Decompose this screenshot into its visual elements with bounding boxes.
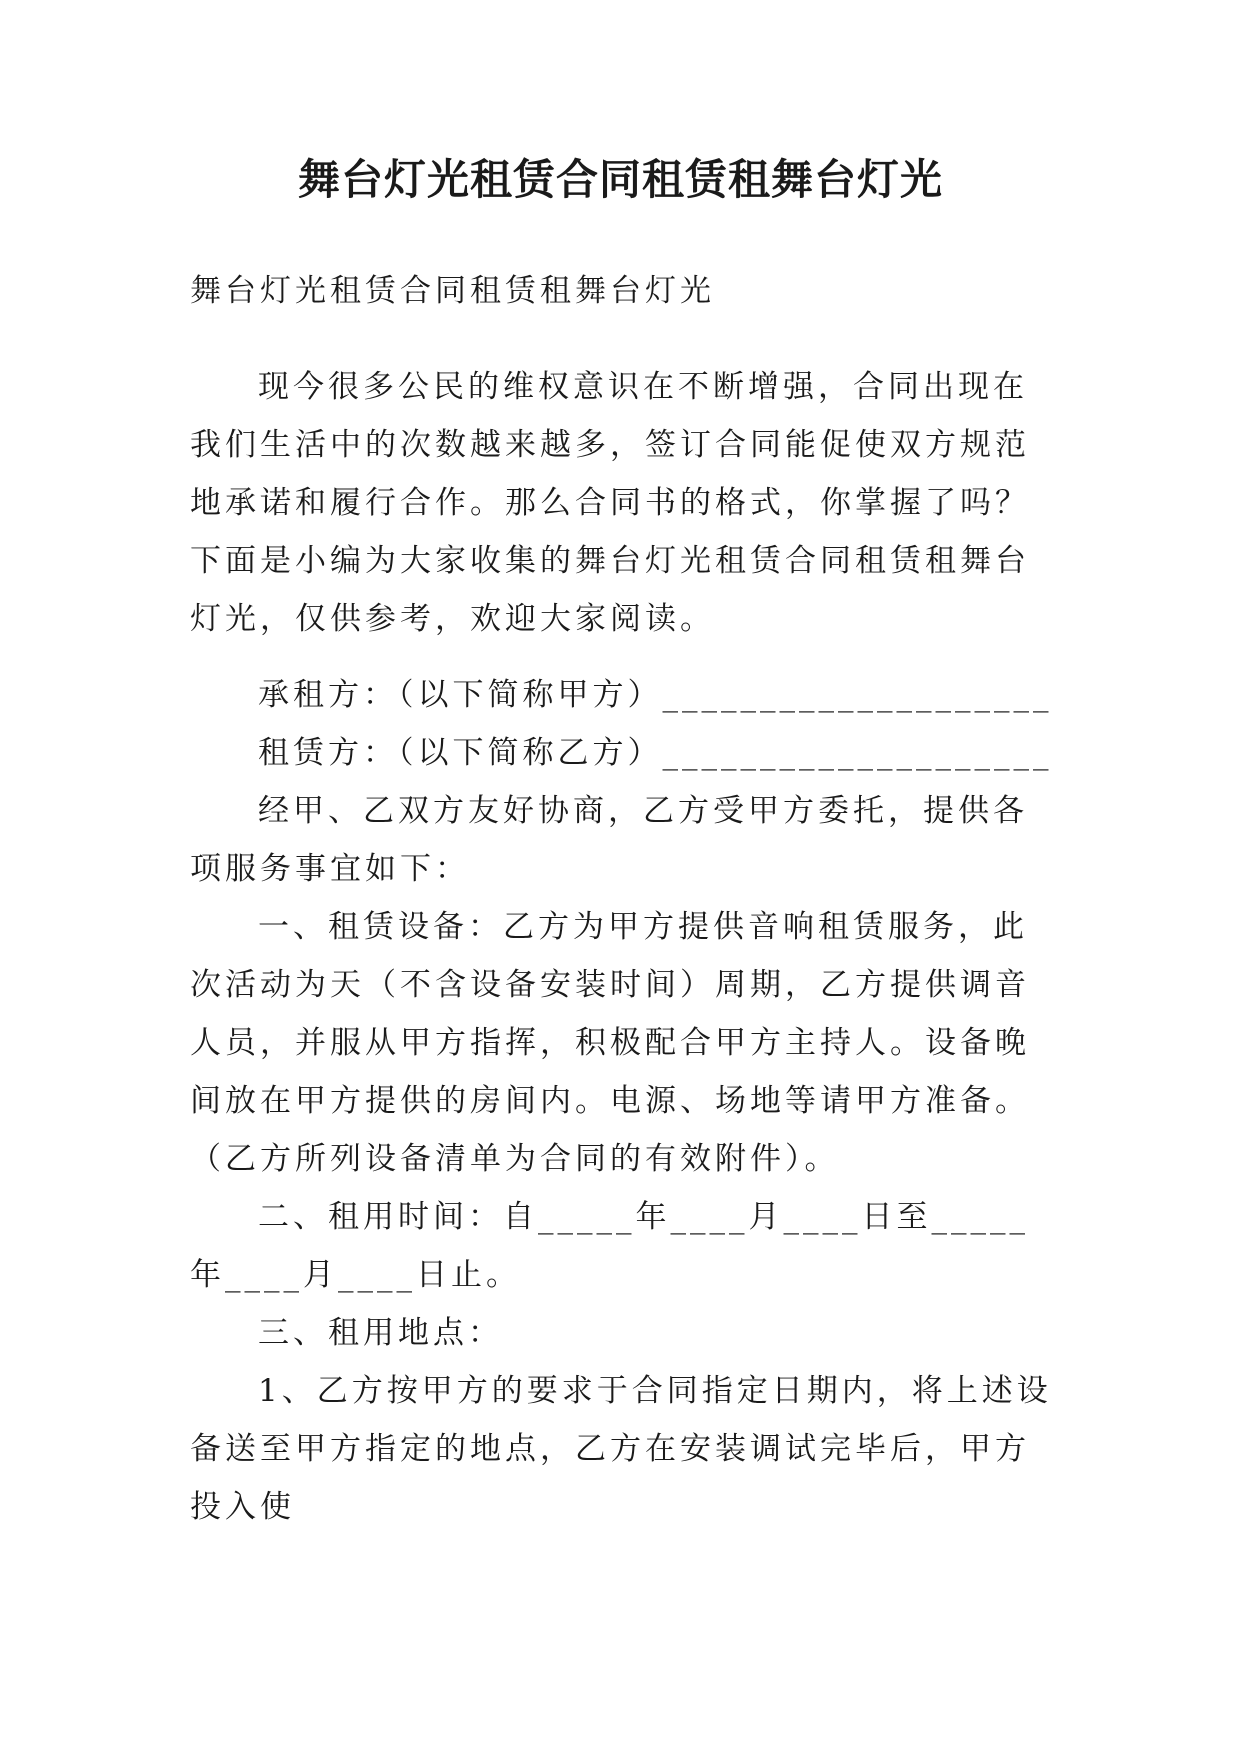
clause-location-heading: 三、租用地点： [258, 1315, 503, 1351]
lessor-line: 租赁方：（以下简称乙方）____________________ [258, 735, 1053, 771]
document-title: 舞台灯光租赁合同租赁租舞台灯光 [297, 155, 943, 204]
intro-paragraph: 现今很多公民的维权意识在不断增强，合同出现在我们生活中的次数越来越多，签订合同能促使双方规范地承诺和履行合作。那么合同书的格式，你掌握了吗？下面是小编为大家收集的舞台灯光租赁合同租赁租舞台灯光，仅供参考，欢迎大家阅读。 [190, 369, 1030, 637]
clause-location-item-1: 1、乙方按甲方的要求于合同指定日期内，将上述设备送至甲方指定的地点，乙方在安装调试完毕后，甲方投入使 [190, 1373, 1052, 1525]
clause-equipment: 一、租赁设备：乙方为甲方提供音响租赁服务，此次活动为天（不含设备安装时间）周期，乙方提供调音人员，并服从甲方指挥，积极配合甲方主持人。设备晚间放在甲方提供的房间内。电源、场地等请甲方准备。（乙方所列设备清单为合同的有效附件）。 [190, 909, 1030, 1177]
lessee-line: 承租方：（以下简称甲方）____________________ [258, 677, 1053, 713]
document-subtitle: 舞台灯光租赁合同租赁租舞台灯光 [190, 273, 715, 309]
clause-rental-period: 二、租用时间：自_____年____月____日至_____年____月____日止。 [190, 1199, 1029, 1293]
negotiation-paragraph: 经甲、乙双方友好协商，乙方受甲方委托，提供各项服务事宜如下： [190, 793, 1028, 887]
